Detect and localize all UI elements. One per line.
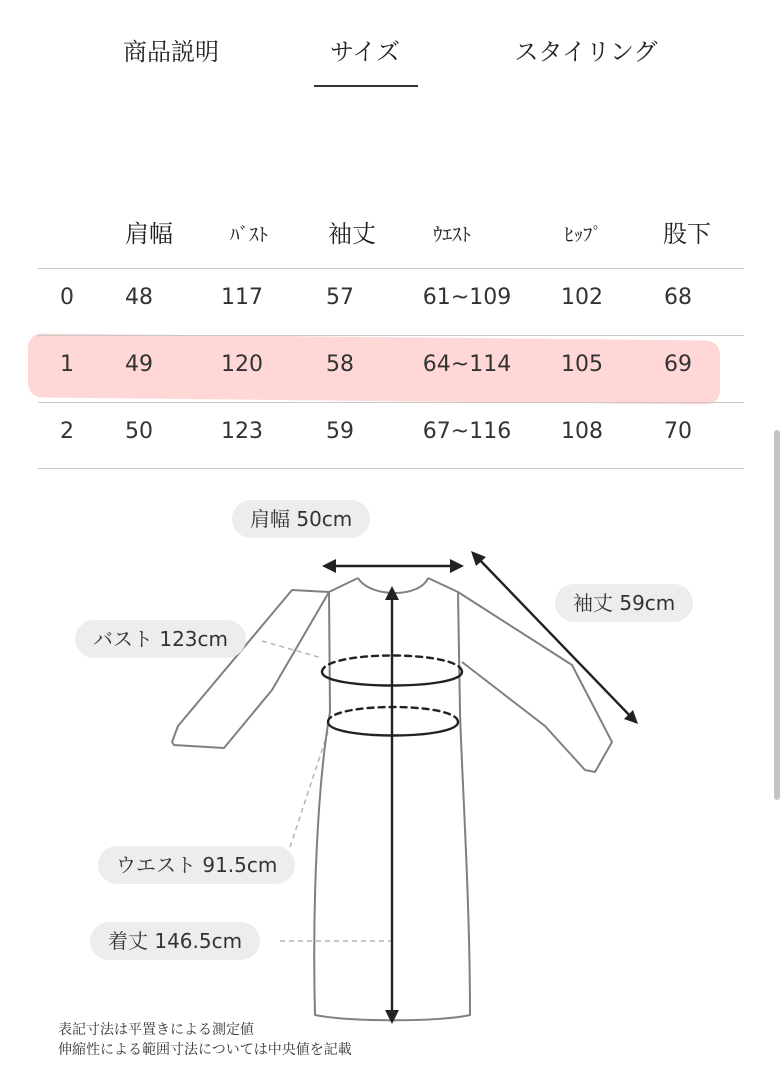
tab-styling[interactable]: スタイリング	[514, 38, 658, 66]
header-hip: ﾋｯﾌﾟ	[563, 224, 603, 246]
cell-size: 1	[60, 352, 74, 377]
table-header	[38, 200, 744, 268]
header-inseam: 股下	[663, 220, 711, 248]
tab-description[interactable]: 商品説明	[123, 38, 219, 66]
measurement-notes	[58, 1020, 352, 1060]
tab-bar	[0, 0, 784, 100]
cell-hip: 108	[561, 419, 603, 444]
header-waist: ｳｴｽﾄ	[432, 224, 472, 246]
dress-illustration	[0, 490, 784, 1050]
waist-label: ウエスト 91.5cm	[98, 846, 295, 884]
cell-hip: 102	[561, 285, 603, 310]
cell-sleeve: 58	[326, 352, 354, 377]
cell-sleeve: 57	[326, 285, 354, 310]
shoulder-label: 肩幅 50cm	[232, 500, 370, 538]
sleeve-label: 袖丈 59cm	[555, 584, 693, 622]
cell-inseam: 68	[664, 285, 692, 310]
cell-hip: 105	[561, 352, 603, 377]
header-bust: ﾊﾞｽﾄ	[229, 224, 269, 246]
cell-waist: 64~114	[422, 352, 512, 377]
table-row	[38, 268, 744, 334]
cell-bust: 123	[221, 419, 263, 444]
cell-inseam: 69	[664, 352, 692, 377]
length-label: 着丈 146.5cm	[90, 922, 260, 960]
header-shoulder: 肩幅	[125, 220, 173, 248]
cell-waist: 61~109	[422, 285, 512, 310]
scrollbar[interactable]	[774, 430, 780, 800]
tab-size[interactable]: サイズ	[329, 38, 401, 66]
table-row	[38, 335, 744, 401]
cell-size: 2	[60, 419, 74, 444]
cell-inseam: 70	[664, 419, 692, 444]
header-sleeve: 袖丈	[328, 220, 376, 248]
bust-label: バスト 123cm	[75, 620, 246, 658]
cell-bust: 117	[221, 285, 263, 310]
garment-diagram	[0, 490, 784, 1050]
cell-shoulder: 49	[125, 352, 153, 377]
cell-size: 0	[60, 285, 74, 310]
table-divider	[38, 468, 744, 469]
cell-shoulder: 50	[125, 419, 153, 444]
active-tab-indicator	[314, 85, 418, 87]
table-row	[38, 402, 744, 468]
note-line: 表記寸法は平置きによる測定値	[58, 1022, 254, 1038]
cell-waist: 67~116	[422, 419, 512, 444]
cell-sleeve: 59	[326, 419, 354, 444]
cell-bust: 120	[221, 352, 263, 377]
cell-shoulder: 48	[125, 285, 153, 310]
note-line: 伸縮性による範囲寸法については中央値を記載	[58, 1042, 352, 1058]
